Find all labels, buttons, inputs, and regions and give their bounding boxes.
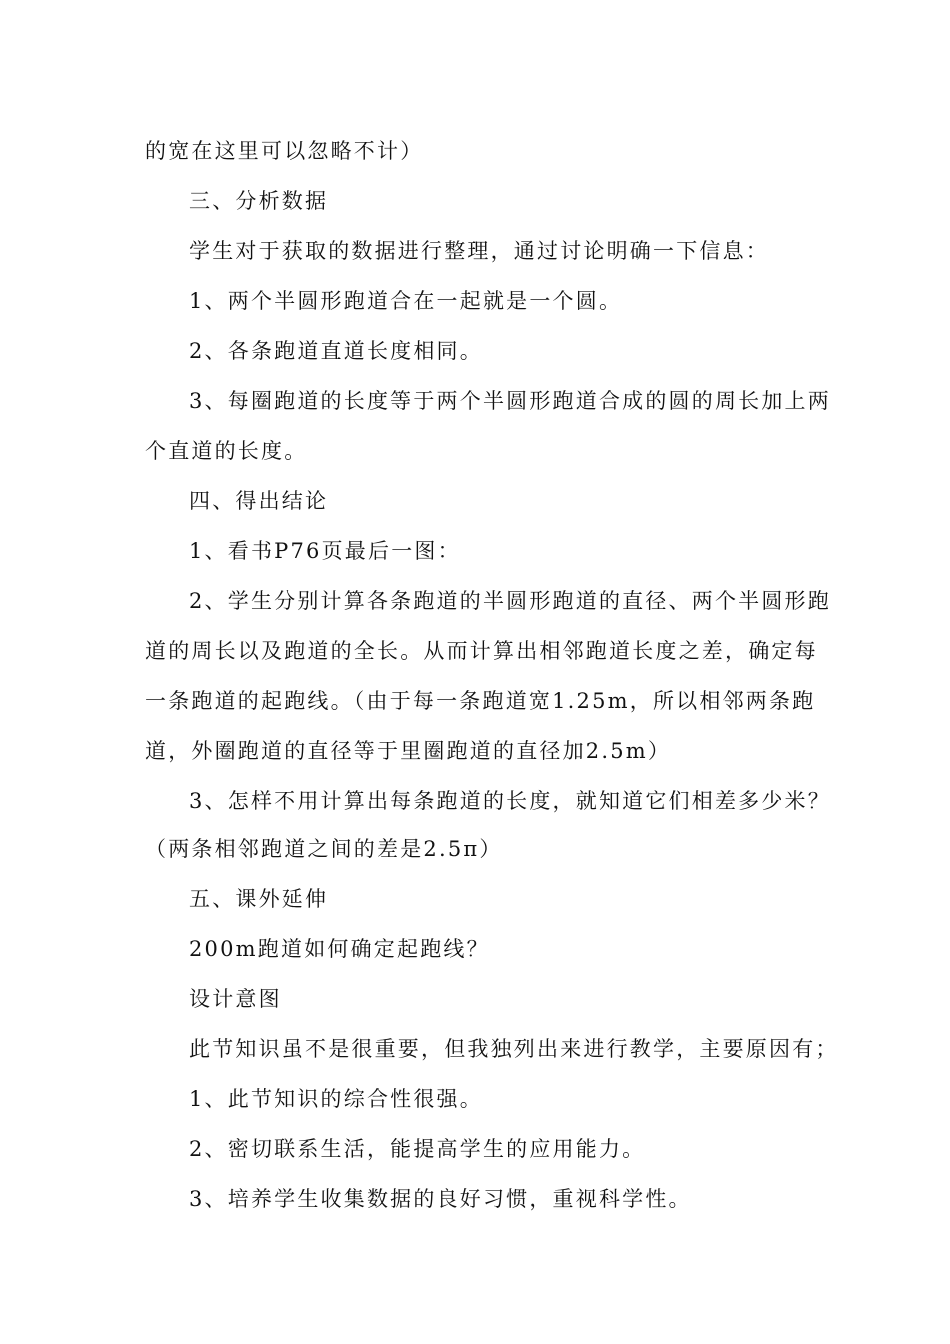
list-item: 3、每圈跑道的长度等于两个半圆形跑道合成的圆的周长加上两 — [189, 389, 831, 413]
section-heading: 三、分析数据 — [189, 189, 329, 213]
paragraph-line: 200m跑道如何确定起跑线？ — [189, 937, 490, 961]
section-heading: 四、得出结论 — [189, 489, 329, 513]
list-item: 1、两个半圆形跑道合在一起就是一个圆。 — [189, 289, 623, 313]
list-item: 2、密切联系生活，能提高学生的应用能力。 — [189, 1137, 646, 1161]
text-line: 一条跑道的起跑线。（由于每一条跑道宽1.25m，所以相邻两条跑 — [145, 689, 816, 713]
text-line: 道，外圈跑道的直径等于里圈跑道的直径加2.5m） — [145, 739, 672, 763]
list-item: 1、看书P76页最后一图： — [189, 539, 461, 563]
paragraph-line: 学生对于获取的数据进行整理，通过讨论明确一下信息： — [189, 239, 769, 263]
section-heading: 五、课外延伸 — [189, 887, 329, 911]
paragraph-line: 此节知识虽不是很重要，但我独列出来进行教学，主要原因有； — [189, 1037, 839, 1061]
text-line: 的宽在这里可以忽略不计） — [145, 139, 424, 163]
list-item: 2、各条跑道直道长度相同。 — [189, 339, 483, 363]
list-item: 2、学生分别计算各条跑道的半圆形跑道的直径、两个半圆形跑 — [189, 589, 831, 613]
list-item: 3、培养学生收集数据的良好习惯，重视科学性。 — [189, 1187, 692, 1211]
list-item: 3、怎样不用计算出每条跑道的长度，就知道它们相差多少米？ — [189, 789, 831, 813]
section-heading: 设计意图 — [189, 987, 282, 1011]
text-line: （两条相邻跑道之间的差是2.5π） — [145, 837, 503, 861]
text-line: 道的周长以及跑道的全长。从而计算出相邻跑道长度之差，确定每 — [145, 639, 818, 663]
list-item: 1、此节知识的综合性很强。 — [189, 1087, 483, 1111]
text-line: 个直道的长度。 — [145, 439, 308, 463]
